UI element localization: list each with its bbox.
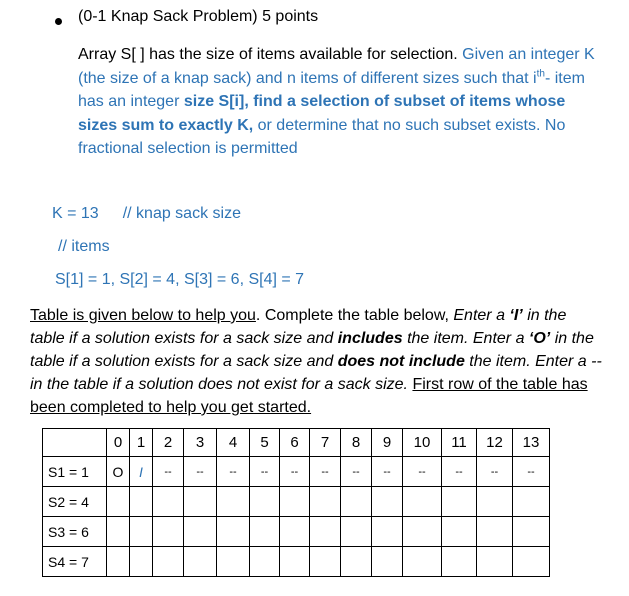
instr-italic-2: in the table if a solution exists for a sack size and: [30, 307, 567, 347]
table-cell[interactable]: [403, 487, 442, 517]
description-part3: - item has an integer: [78, 69, 585, 110]
table-cell[interactable]: [107, 517, 130, 547]
table-cell: O: [107, 457, 130, 487]
table-cell[interactable]: [477, 517, 513, 547]
col-header: 11: [442, 429, 477, 457]
k-comment: // knap sack size: [122, 205, 241, 222]
col-header: 4: [217, 429, 250, 457]
table-cell[interactable]: [403, 517, 442, 547]
col-header: 6: [280, 429, 310, 457]
table-cell[interactable]: [107, 547, 130, 577]
table-cell[interactable]: [403, 547, 442, 577]
k-value: K = 13: [52, 205, 99, 222]
instr-italic-1: Enter a: [453, 307, 510, 324]
k-definition: [52, 205, 241, 223]
table-cell[interactable]: [442, 487, 477, 517]
description-part1: Array S[ ] has the size of items available for selection.: [78, 46, 463, 63]
table-instructions: [30, 304, 605, 419]
table-cell[interactable]: [280, 547, 310, 577]
instr-underline-1: Table is given below to help you: [30, 307, 256, 324]
table-cell[interactable]: [217, 517, 250, 547]
table-cell[interactable]: [107, 487, 130, 517]
table-cell[interactable]: [442, 517, 477, 547]
table-cell[interactable]: [477, 487, 513, 517]
description-superscript: th: [536, 68, 545, 80]
table-cell[interactable]: [341, 547, 372, 577]
table-cell[interactable]: [130, 487, 153, 517]
table-cell[interactable]: [184, 487, 217, 517]
table-cell[interactable]: [477, 547, 513, 577]
items-comment: // items: [58, 238, 110, 255]
table-cell[interactable]: [184, 547, 217, 577]
col-header: 0: [107, 429, 130, 457]
table-cell[interactable]: [372, 517, 403, 547]
table-cell: --: [442, 457, 477, 487]
table-cell[interactable]: [513, 517, 550, 547]
description-part2: Given an integer K (the size of a knap sack) and n items of different sizes such that i: [78, 46, 595, 87]
bullet-point: [55, 18, 62, 25]
knapsack-table: [42, 428, 550, 577]
table-cell[interactable]: [250, 487, 280, 517]
instr-italic-4: in the table if a solution exists for a sack size and: [30, 330, 594, 370]
col-header: 2: [153, 429, 184, 457]
table-cell: --: [403, 457, 442, 487]
table-cell: --: [341, 457, 372, 487]
table-cell: --: [184, 457, 217, 487]
table-row: [43, 487, 550, 517]
table-cell: --: [217, 457, 250, 487]
table-cell[interactable]: [130, 517, 153, 547]
problem-description: [78, 43, 608, 161]
col-header: 12: [477, 429, 513, 457]
col-header: 3: [184, 429, 217, 457]
description-part4: or determine that no such subset exists. No fractional selection is permitted: [78, 116, 566, 157]
col-header: 13: [513, 429, 550, 457]
table-cell[interactable]: [280, 517, 310, 547]
description-bold: size S[i], find a selection of subset of items whose sizes sum to exactly K,: [78, 93, 566, 134]
table-cell[interactable]: [153, 517, 184, 547]
table-cell[interactable]: [513, 487, 550, 517]
table-cell: --: [372, 457, 403, 487]
table-cell: I: [130, 457, 153, 487]
table-cell[interactable]: [184, 517, 217, 547]
table-cell[interactable]: [250, 517, 280, 547]
table-cell[interactable]: [341, 487, 372, 517]
table-cell[interactable]: [341, 517, 372, 547]
instr-bold-3: ‘O’: [528, 330, 551, 347]
col-header: 9: [372, 429, 403, 457]
col-header: 5: [250, 429, 280, 457]
instr-bold-4: does not include: [337, 353, 465, 370]
table-cell: --: [477, 457, 513, 487]
col-header: 1: [130, 429, 153, 457]
row-label: S4 = 7: [43, 547, 107, 577]
table-cell[interactable]: [310, 517, 341, 547]
table-cell: --: [513, 457, 550, 487]
table-row: [43, 517, 550, 547]
table-cell[interactable]: [442, 547, 477, 577]
table-row: [43, 457, 550, 487]
items-values: S[1] = 1, S[2] = 4, S[3] = 6, S[4] = 7: [55, 271, 305, 288]
instr-bold-1: ‘I’: [509, 307, 523, 324]
table-cell[interactable]: [372, 547, 403, 577]
row-label: S3 = 6: [43, 517, 107, 547]
table-cell[interactable]: [250, 547, 280, 577]
table-cell[interactable]: [310, 487, 341, 517]
instr-underline-2: First row of the table has been completed to help you get started.: [30, 376, 588, 416]
table-cell: --: [310, 457, 341, 487]
col-header: 8: [341, 429, 372, 457]
table-cell[interactable]: [153, 547, 184, 577]
table-cell: --: [250, 457, 280, 487]
table-cell[interactable]: [130, 547, 153, 577]
instr-italic-5: the item. Enter a -- in the table if a solution does not exist for a sack size.: [30, 353, 602, 393]
row-label: S2 = 4: [43, 487, 107, 517]
question-title: (0-1 Knap Sack Problem) 5 points: [78, 8, 319, 25]
table-cell[interactable]: [513, 547, 550, 577]
table-cell[interactable]: [310, 547, 341, 577]
instr-italic-3: the item. Enter a: [402, 330, 529, 347]
col-header: 7: [310, 429, 341, 457]
table-cell[interactable]: [372, 487, 403, 517]
table-cell[interactable]: [217, 547, 250, 577]
instr-bold-2: includes: [337, 330, 403, 347]
row-label: S1 = 1: [43, 457, 107, 487]
instr-text-1: . Complete the table below,: [255, 307, 454, 324]
table-cell[interactable]: [153, 487, 184, 517]
table-cell[interactable]: [280, 487, 310, 517]
table-cell[interactable]: [217, 487, 250, 517]
table-corner-cell: [43, 429, 107, 457]
table-header-row: [43, 429, 550, 457]
col-header: 10: [403, 429, 442, 457]
table-row: [43, 547, 550, 577]
table-cell: --: [280, 457, 310, 487]
table-cell: --: [153, 457, 184, 487]
